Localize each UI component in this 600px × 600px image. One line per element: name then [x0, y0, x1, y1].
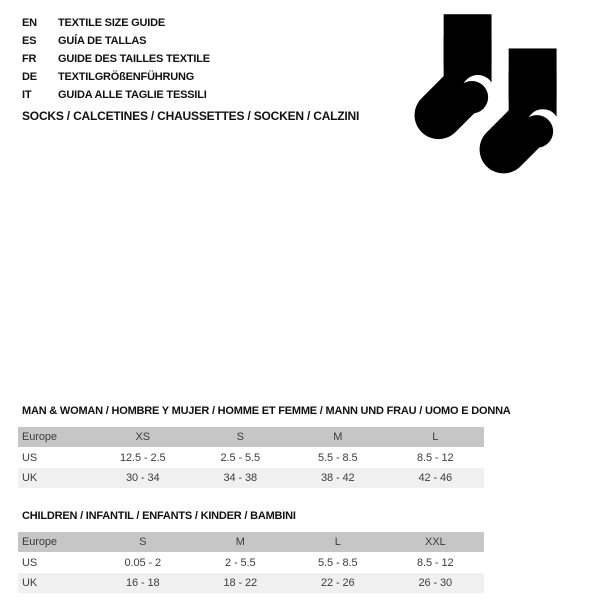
- size-value-cell: 26 - 30: [418, 577, 453, 589]
- language-row-de: [22, 67, 210, 85]
- language-label: GUIDE DES TAILLES TEXTILE: [58, 53, 210, 65]
- table-row: [18, 468, 484, 488]
- column-header: S: [236, 431, 244, 443]
- language-code: EN: [22, 17, 37, 29]
- language-row-es: [22, 31, 210, 49]
- table-header-row: [18, 427, 484, 448]
- column-header: XXL: [425, 536, 446, 548]
- size-table-section-0: [18, 404, 511, 488]
- table-header-row: [18, 532, 484, 553]
- category-title: SOCKS / CALCETINES / CHAUSSETTES / SOCKEN / CALZINI: [22, 109, 360, 123]
- column-header: Europe: [22, 536, 57, 548]
- column-header: M: [235, 536, 245, 548]
- size-value-cell: 8.5 - 12: [416, 452, 454, 464]
- size-value-cell: 30 - 34: [125, 472, 160, 484]
- size-value-cell: 2.5 - 5.5: [220, 452, 260, 464]
- column-header: L: [432, 431, 439, 443]
- table-row: [18, 573, 484, 593]
- size-value-cell: 2 - 5.5: [225, 557, 256, 569]
- language-code: IT: [22, 89, 32, 101]
- size-value-cell: 38 - 42: [320, 472, 355, 484]
- language-code: FR: [22, 53, 37, 65]
- language-row-it: [22, 85, 210, 103]
- column-header: M: [333, 431, 343, 443]
- language-label: TEXTILGRÖßENFÜHRUNG: [58, 71, 195, 83]
- language-label: TEXTILE SIZE GUIDE: [58, 17, 166, 29]
- size-value-cell: 42 - 46: [418, 472, 453, 484]
- size-table: [18, 532, 484, 593]
- size-value-cell: 5.5 - 8.5: [318, 557, 358, 569]
- size-value-cell: 8.5 - 12: [416, 557, 454, 569]
- table-row: [18, 553, 484, 574]
- table-title: CHILDREN / INFANTIL / ENFANTS / KINDER / BAMBINI: [22, 510, 296, 522]
- language-row-fr: [22, 49, 210, 67]
- language-label: GUÍA DE TALLAS: [58, 35, 147, 47]
- row-label: UK: [22, 577, 38, 589]
- column-header: L: [334, 536, 341, 548]
- language-code: DE: [22, 71, 37, 83]
- size-table: [18, 427, 484, 488]
- size-value-cell: 34 - 38: [223, 472, 258, 484]
- column-header: S: [139, 536, 147, 548]
- column-header: XS: [135, 431, 150, 443]
- language-list: [22, 13, 210, 103]
- size-value-cell: 12.5 - 2.5: [120, 452, 166, 464]
- row-label: UK: [22, 472, 38, 484]
- size-table-section-1: [18, 509, 484, 593]
- size-value-cell: 0.05 - 2: [124, 557, 161, 569]
- size-value-cell: 18 - 22: [223, 577, 258, 589]
- table-row: [18, 448, 484, 469]
- socks-icon: [406, 14, 560, 177]
- column-header: Europe: [22, 431, 57, 443]
- language-code: ES: [22, 35, 37, 47]
- size-value-cell: 22 - 26: [320, 577, 355, 589]
- size-value-cell: 16 - 18: [125, 577, 160, 589]
- table-title: MAN & WOMAN / HOMBRE Y MUJER / HOMME ET FEMME / MANN UND FRAU / UOMO E DONNA: [22, 405, 511, 417]
- row-label: US: [22, 452, 38, 464]
- language-label: GUIDA ALLE TAGLIE TESSILI: [58, 89, 207, 101]
- language-row-en: [22, 13, 210, 31]
- size-value-cell: 5.5 - 8.5: [318, 452, 358, 464]
- row-label: US: [22, 557, 38, 569]
